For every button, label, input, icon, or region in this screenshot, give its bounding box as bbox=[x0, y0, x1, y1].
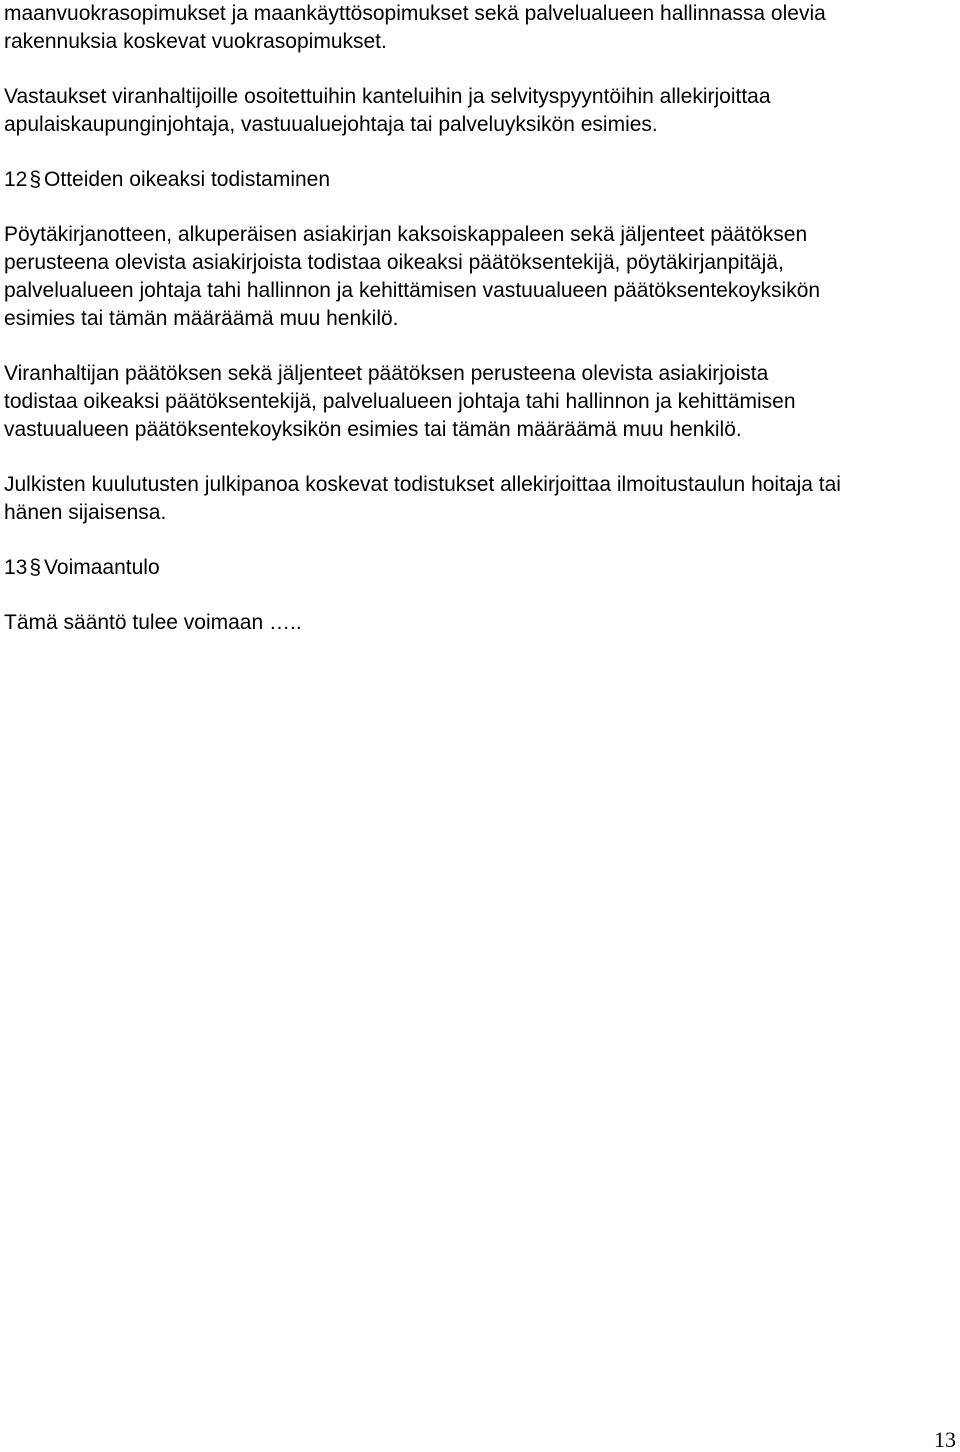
section-symbol: § bbox=[29, 556, 42, 579]
text-line: maanvuokrasopimukset ja maankäyttösopimukset sekä palvelualueen hallinnassa olevia bbox=[4, 2, 826, 25]
text-line: rakennuksia koskevat vuokrasopimukset. bbox=[4, 30, 387, 53]
section-13-heading bbox=[4, 554, 956, 582]
document-page bbox=[4, 0, 956, 1451]
text-line: todistaa oikeaksi päätöksentekijä, palvelualueen johtaja tahi hallinnon ja kehittämisen bbox=[4, 390, 796, 413]
section-symbol: § bbox=[29, 168, 42, 191]
paragraph-public-notices bbox=[4, 471, 956, 527]
paragraph-minutes-certification bbox=[4, 221, 956, 333]
section-number: 13 bbox=[4, 556, 28, 579]
section-12-heading bbox=[4, 166, 956, 194]
section-title: Otteiden oikeaksi todistaminen bbox=[44, 168, 331, 191]
text-line: hänen sijaisensa. bbox=[4, 501, 167, 524]
paragraph-entry-into-force: Tämä sääntö tulee voimaan ….. bbox=[4, 611, 302, 634]
paragraph-official-decision-certification bbox=[4, 360, 956, 444]
text-line: palvelualueen johtaja tahi hallinnon ja kehittämisen vastuualueen päätöksentekoyksikön bbox=[4, 279, 821, 302]
section-title: Voimaantulo bbox=[44, 556, 160, 579]
text-line: perusteena olevista asiakirjoista todistaa oikeaksi päätöksentekijä, pöytäkirjanpitäjä, bbox=[4, 251, 784, 274]
text-line: apulaiskaupunginjohtaja, vastuualuejohtaja tai palveluyksikön esimies. bbox=[4, 113, 658, 136]
paragraph-lease-agreements bbox=[4, 0, 956, 56]
text-line: Julkisten kuulutusten julkipanoa koskevat todistukset allekirjoittaa ilmoitustaulun hoitaja tai bbox=[4, 473, 841, 496]
paragraph-complaint-answers bbox=[4, 83, 956, 139]
text-line: esimies tai tämän määräämä muu henkilö. bbox=[4, 307, 399, 330]
page-number: 13 bbox=[934, 1427, 956, 1452]
text-line: Pöytäkirjanotteen, alkuperäisen asiakirjan kaksoiskappaleen sekä jäljenteet päätöksen bbox=[4, 223, 808, 246]
text-line: vastuualueen päätöksentekoyksikön esimies tai tämän määräämä muu henkilö. bbox=[4, 418, 742, 441]
text-line: Vastaukset viranhaltijoille osoitettuihin kanteluihin ja selvityspyyntöihin allekirjoittaa bbox=[4, 85, 771, 108]
section-number: 12 bbox=[4, 168, 28, 191]
text-line: Viranhaltijan päätöksen sekä jäljenteet päätöksen perusteena olevista asiakirjoista bbox=[4, 362, 769, 385]
